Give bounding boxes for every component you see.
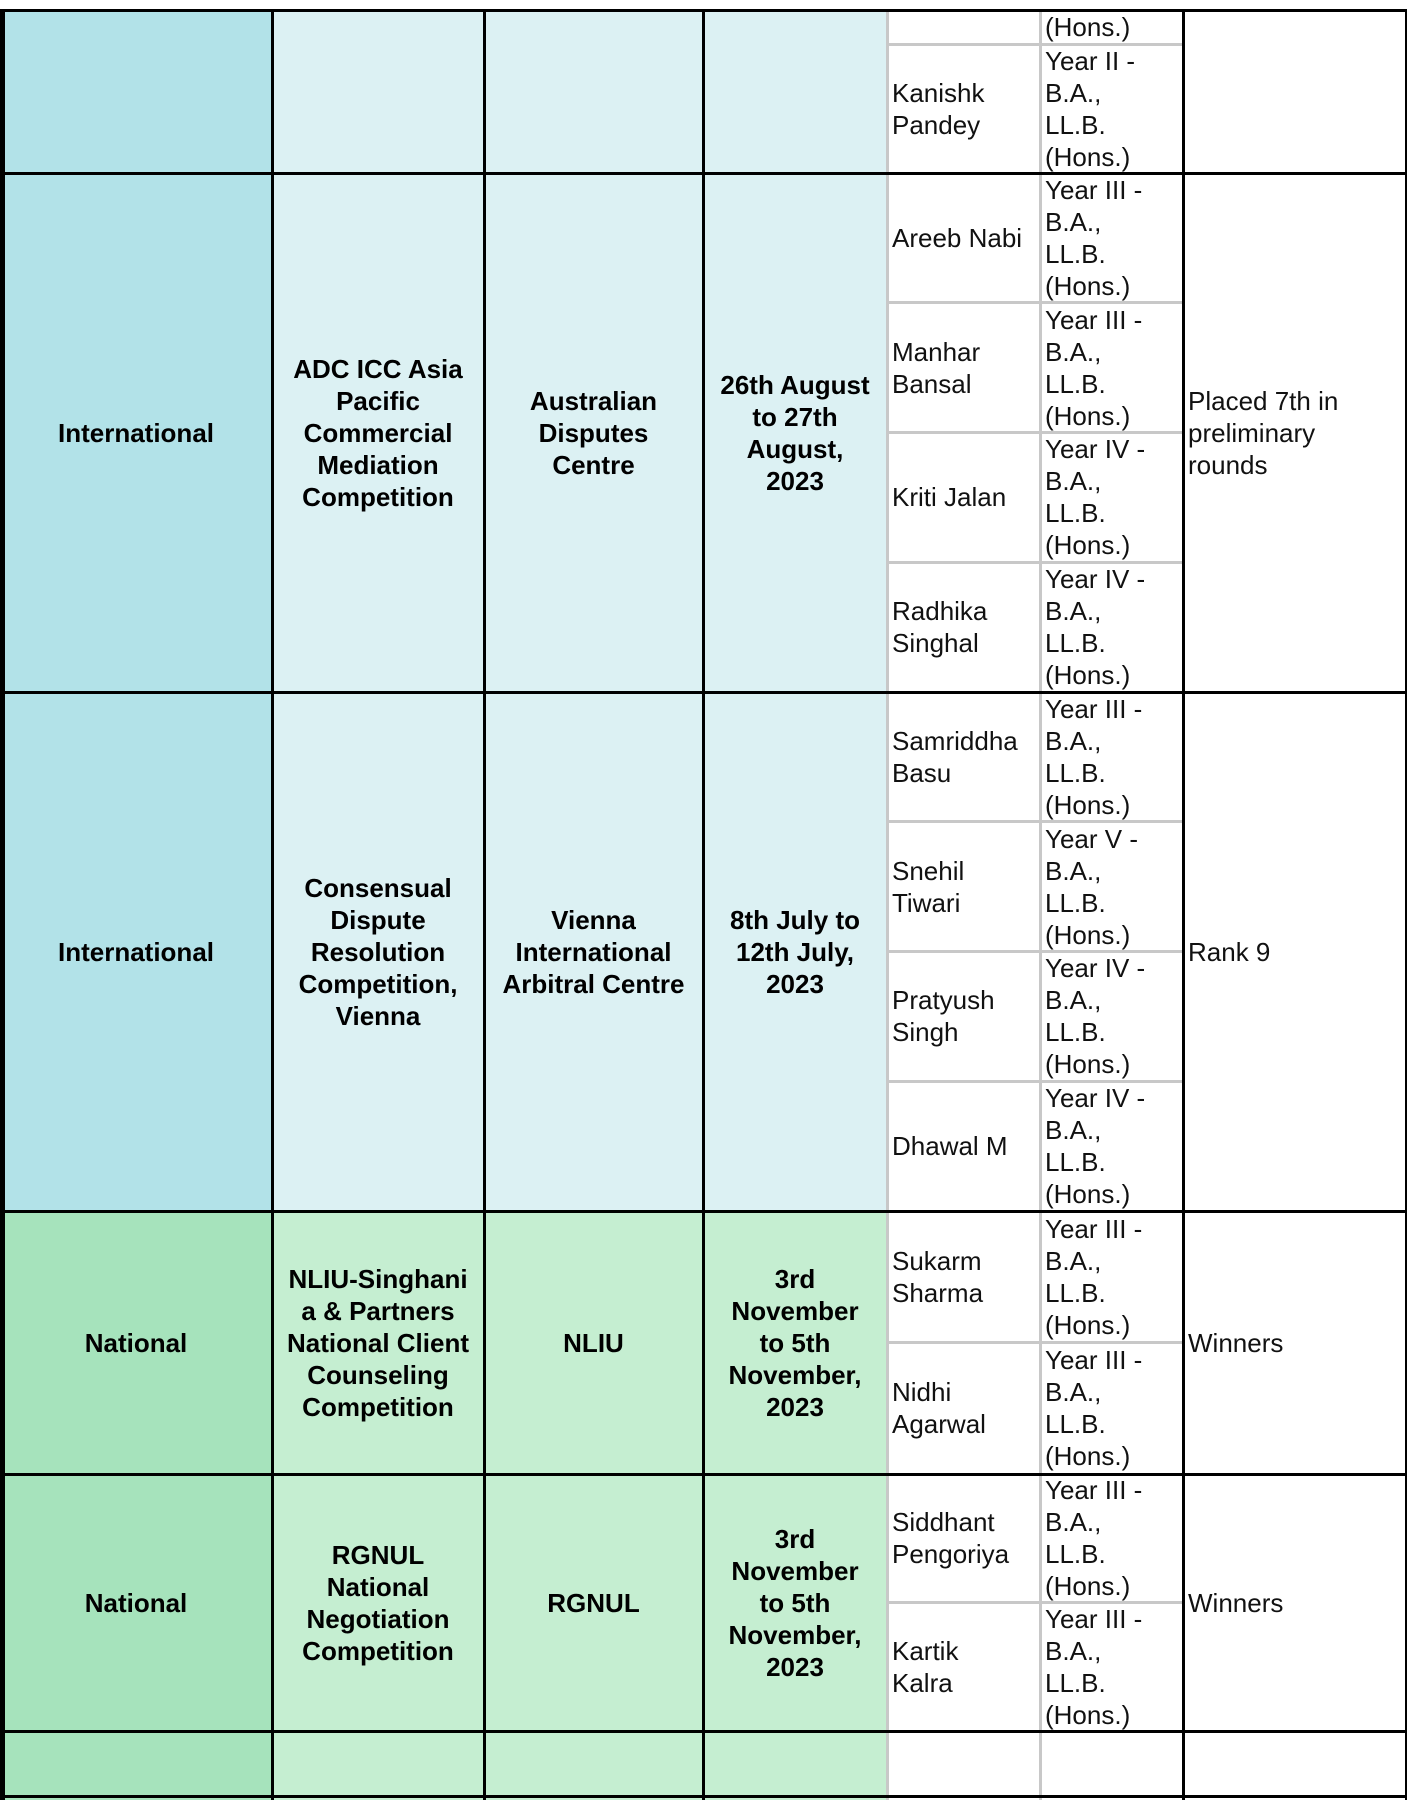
competition-cell — [272, 1211, 484, 1474]
name-line: Agarwal — [892, 1409, 986, 1440]
organizer-line: Disputes — [538, 417, 649, 448]
level-text: National — [84, 1327, 188, 1358]
column-border-thin — [886, 0, 889, 1800]
competition-cell — [272, 692, 484, 1211]
name-line: Tiwari — [892, 887, 961, 918]
year-line: Year II - — [1045, 45, 1136, 76]
year-line: Year IV - — [1045, 564, 1146, 595]
name-line: Radhika — [892, 596, 988, 627]
dates-line: November, — [728, 1359, 862, 1390]
year-line: (Hons.) — [1045, 530, 1131, 561]
year-line: B.A., — [1045, 985, 1102, 1016]
organizer-cell — [484, 1474, 703, 1731]
year-line: Year III - — [1045, 1345, 1143, 1376]
name-line: Kriti Jalan — [892, 482, 1007, 513]
year-line: B.A., — [1045, 1635, 1102, 1666]
column-border — [1182, 0, 1185, 1800]
name-line: Singh — [892, 1017, 959, 1048]
participant-year — [1040, 303, 1183, 433]
name-line: Sukarm — [892, 1245, 982, 1276]
competition-line: National — [326, 1571, 430, 1602]
dates-line: November — [731, 1295, 859, 1326]
result-cell — [1183, 173, 1407, 692]
year-line: LL.B. — [1045, 887, 1106, 918]
column-border — [483, 0, 486, 1800]
top-fragment-level-cell — [0, 10, 272, 173]
participant-year — [1040, 1474, 1183, 1603]
year-line: LL.B. — [1045, 628, 1106, 659]
level-cell — [0, 1474, 272, 1731]
year-line: LL.B. — [1045, 368, 1106, 399]
result-line: rounds — [1188, 449, 1268, 480]
year-line: LL.B. — [1045, 498, 1106, 529]
year-line: LL.B. — [1045, 1277, 1106, 1308]
year-line: (Hons.) — [1045, 789, 1131, 820]
top-fragment-competition-cell — [272, 10, 484, 173]
year-line: (Hons.) — [1045, 1309, 1131, 1340]
participant-divider — [887, 820, 1183, 823]
dates-line: 3rd — [774, 1523, 816, 1554]
year-line: Year III - — [1045, 1213, 1143, 1244]
dates-line: 2023 — [766, 465, 824, 496]
organizer-cell — [484, 1211, 703, 1474]
year-line: B.A., — [1045, 1507, 1102, 1538]
name-line: Siddhant — [892, 1507, 995, 1538]
participant-year — [1040, 1081, 1183, 1211]
name-line: Pengoriya — [892, 1539, 1010, 1570]
name-line: Areeb Nabi — [892, 222, 1023, 253]
organizer-line: Vienna — [551, 904, 636, 935]
organizer-line: International — [515, 936, 672, 967]
competition-line: Consensual — [304, 872, 452, 903]
participant-divider — [887, 1601, 1183, 1604]
participant-name — [887, 692, 1040, 822]
row-border — [0, 1795, 1407, 1798]
result-line: Rank 9 — [1188, 936, 1271, 967]
dates-line: November, — [728, 1619, 862, 1650]
dates-cell — [703, 1211, 887, 1474]
participant-year — [1040, 1211, 1183, 1343]
bottom-fragment-organizer-cell — [484, 1731, 703, 1800]
year-line: B.A., — [1045, 1245, 1102, 1276]
name-line: Kartik — [892, 1635, 959, 1666]
name-line: Bansal — [892, 368, 972, 399]
participant-year — [1040, 1603, 1183, 1732]
participant-name — [887, 173, 1040, 303]
level-text: International — [57, 417, 214, 448]
row-border — [0, 9, 1407, 12]
participant-year — [1040, 44, 1183, 173]
organizer-line: Centre — [552, 449, 635, 480]
year-line: Year IV - — [1045, 953, 1146, 984]
participant-name — [887, 1603, 1040, 1732]
participant-name — [887, 44, 1040, 173]
name-line: Kanishk — [892, 77, 985, 108]
result-line: preliminary — [1188, 417, 1316, 448]
dates-line: 2023 — [766, 968, 824, 999]
row-border — [0, 691, 1407, 694]
row-border — [0, 172, 1407, 175]
level-text: National — [84, 1587, 188, 1618]
participant-name — [887, 952, 1040, 1082]
participant-year — [1040, 10, 1183, 44]
year-line: (Hons.) — [1045, 141, 1131, 172]
level-cell — [0, 692, 272, 1211]
dates-line: to 5th — [759, 1327, 831, 1358]
dates-line: 2023 — [766, 1391, 824, 1422]
participant-divider — [887, 561, 1183, 564]
dates-line: August, — [746, 433, 844, 464]
year-line: (Hons.) — [1045, 1699, 1131, 1730]
competition-line: a & Partners — [301, 1295, 455, 1326]
year-line: Year III - — [1045, 1475, 1143, 1506]
dates-line: November — [731, 1555, 859, 1586]
year-line: B.A., — [1045, 206, 1102, 237]
level-text: International — [57, 936, 214, 967]
year-line: B.A., — [1045, 77, 1102, 108]
competition-line: Resolution — [310, 936, 446, 967]
year-line: B.A., — [1045, 596, 1102, 627]
participant-name — [887, 1474, 1040, 1603]
competition-line: Vienna — [335, 1000, 421, 1031]
participant-year — [1040, 952, 1183, 1082]
dates-cell — [703, 692, 887, 1211]
year-line: (Hons.) — [1045, 1049, 1131, 1080]
participant-name — [887, 822, 1040, 952]
competition-line: Competition — [302, 481, 454, 512]
name-line: Manhar — [892, 336, 981, 367]
year-line: B.A., — [1045, 1115, 1102, 1146]
year-line: Year IV - — [1045, 1083, 1146, 1114]
competition-line: National Client — [286, 1327, 469, 1358]
participant-year — [1040, 822, 1183, 952]
top-fragment-dates-cell — [703, 10, 887, 173]
competition-line: Commercial — [303, 417, 453, 448]
participant-year — [1040, 433, 1183, 563]
dates-line: 12th July, — [735, 936, 854, 967]
year-line: B.A., — [1045, 1377, 1102, 1408]
year-line: Year IV - — [1045, 434, 1146, 465]
participant-divider — [887, 43, 1183, 46]
organizer-line: RGNUL — [547, 1587, 640, 1618]
competition-line: Dispute — [330, 904, 426, 935]
page-left-edge — [0, 0, 5, 1800]
level-cell — [0, 173, 272, 692]
year-line: (Hons.) — [1045, 270, 1131, 301]
year-line: Year V - — [1045, 823, 1138, 854]
year-line: LL.B. — [1045, 1409, 1106, 1440]
participant-year — [1040, 173, 1183, 303]
participant-year — [1040, 562, 1183, 692]
competition-line: Pacific — [336, 385, 420, 416]
organizer-cell — [484, 692, 703, 1211]
participant-name — [887, 562, 1040, 692]
participant-divider — [887, 431, 1183, 434]
bottom-fragment-dates-cell — [703, 1731, 887, 1800]
organizer-line: Australian — [529, 385, 658, 416]
level-cell — [0, 1211, 272, 1474]
page-top-margin — [0, 0, 1407, 9]
year-line: B.A., — [1045, 336, 1102, 367]
dates-line: 26th August — [720, 369, 870, 400]
competition-line: RGNUL — [331, 1539, 425, 1570]
dates-line: 3rd — [774, 1263, 816, 1294]
column-border — [271, 0, 274, 1800]
result-cell — [1183, 692, 1407, 1211]
result-line: Winners — [1188, 1587, 1284, 1618]
participant-year — [1040, 692, 1183, 822]
competition-line: Competition, — [298, 968, 458, 999]
bottom-fragment-level-cell — [0, 1731, 272, 1800]
participant-name — [887, 433, 1040, 563]
year-line: Year III - — [1045, 693, 1143, 724]
year-line: LL.B. — [1045, 238, 1106, 269]
year-line: Year III - — [1045, 304, 1143, 335]
year-line: (Hons.) — [1045, 1571, 1131, 1602]
competition-line: Counseling — [307, 1359, 449, 1390]
participant-year — [1040, 1343, 1183, 1475]
year-line: (Hons.) — [1045, 660, 1131, 691]
organizer-line: NLIU — [563, 1327, 624, 1358]
row-border — [0, 1473, 1407, 1476]
competition-line: ADC ICC Asia — [293, 353, 463, 384]
dates-cell — [703, 173, 887, 692]
year-line: LL.B. — [1045, 109, 1106, 140]
bottom-fragment-competition-cell — [272, 1731, 484, 1800]
year-line: (Hons.) — [1045, 1179, 1131, 1210]
competition-line: Competition — [302, 1635, 454, 1666]
name-line: Singhal — [892, 628, 979, 659]
participant-divider — [887, 301, 1183, 304]
competition-line: NLIU-Singhani — [288, 1263, 468, 1294]
year-line: B.A., — [1045, 855, 1102, 886]
year-line: (Hons.) — [1045, 400, 1131, 431]
year-line: LL.B. — [1045, 1667, 1106, 1698]
participant-divider — [887, 1341, 1183, 1344]
year-line: B.A., — [1045, 466, 1102, 497]
competition-cell — [272, 1474, 484, 1731]
dates-cell — [703, 1474, 887, 1731]
year-line: B.A., — [1045, 725, 1102, 756]
year-line: LL.B. — [1045, 1539, 1106, 1570]
name-line: Dhawal M — [892, 1131, 1008, 1162]
year-line: (Hons.) — [1045, 919, 1131, 950]
row-border — [0, 1730, 1407, 1733]
participant-name — [887, 1081, 1040, 1211]
year-line: LL.B. — [1045, 757, 1106, 788]
name-line: Samriddha — [892, 725, 1018, 756]
dates-line: 8th July to — [729, 904, 860, 935]
competition-line: Competition — [302, 1391, 454, 1422]
dates-line: 2023 — [766, 1651, 824, 1682]
participant-name — [887, 303, 1040, 433]
result-line: Winners — [1188, 1327, 1284, 1358]
dates-line: to 27th — [752, 401, 838, 432]
result-cell — [1183, 1474, 1407, 1731]
row-border — [0, 1210, 1407, 1213]
column-border-thin — [1039, 0, 1042, 1800]
organizer-cell — [484, 173, 703, 692]
year-line: Year III - — [1045, 1603, 1143, 1634]
competition-line: Mediation — [317, 449, 439, 480]
organizer-line: Arbitral Centre — [502, 968, 685, 999]
year-line: LL.B. — [1045, 1017, 1106, 1048]
column-border — [702, 0, 705, 1800]
name-line: Sharma — [892, 1277, 984, 1308]
name-line: Snehil — [892, 855, 965, 886]
result-line: Placed 7th in — [1188, 385, 1339, 416]
year-line: (Hons.) — [1045, 12, 1131, 42]
name-line: Kalra — [892, 1667, 953, 1698]
participant-divider — [887, 1080, 1183, 1083]
year-line: LL.B. — [1045, 1147, 1106, 1178]
dates-line: to 5th — [759, 1587, 831, 1618]
participant-name — [887, 1211, 1040, 1343]
result-cell — [1183, 1211, 1407, 1474]
top-fragment-organizer-cell — [484, 10, 703, 173]
year-line: (Hons.) — [1045, 1441, 1131, 1472]
participant-name — [887, 1343, 1040, 1475]
competition-cell — [272, 173, 484, 692]
year-line: Year III - — [1045, 174, 1143, 205]
name-line: Basu — [892, 757, 952, 788]
name-line: Pratyush — [892, 985, 995, 1016]
competition-line: Negotiation — [306, 1603, 450, 1634]
name-line: Pandey — [892, 109, 981, 140]
name-line: Nidhi — [892, 1377, 952, 1408]
participant-divider — [887, 950, 1183, 953]
